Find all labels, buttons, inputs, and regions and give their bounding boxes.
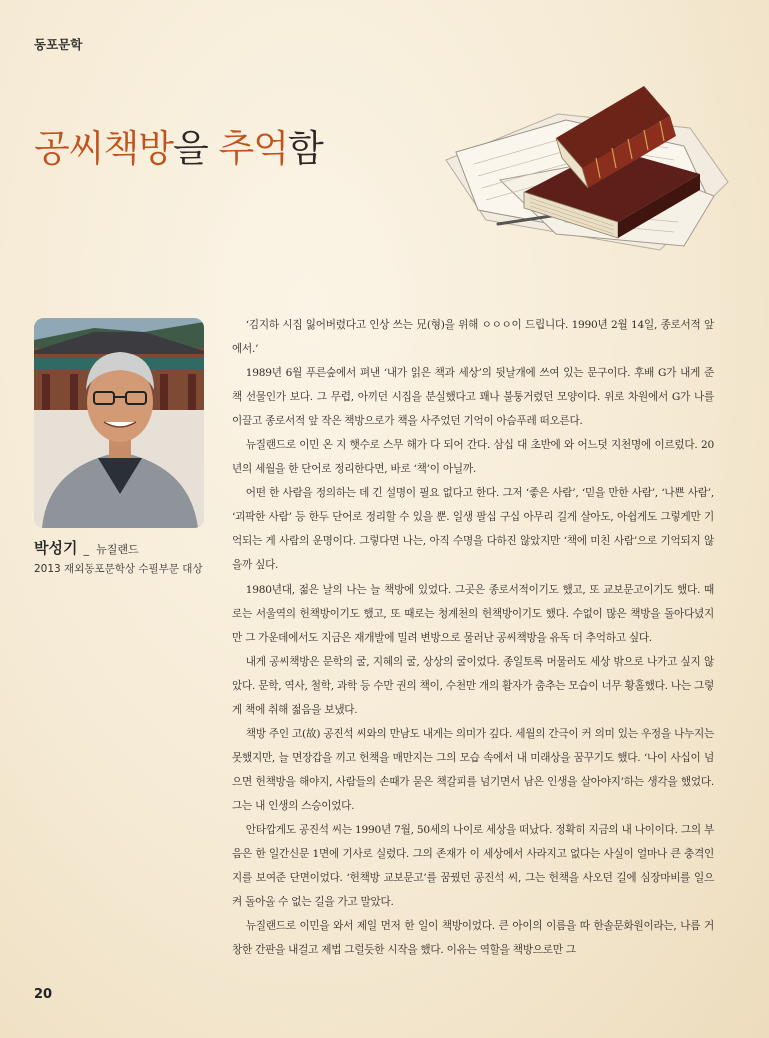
- paragraph: 책방 주인 고(故) 공진석 씨와의 만남도 내게는 의미가 깊다. 세월의 간극이 커 의미 있는 우정을 나누지는 못했지만, 늘 면장갑을 끼고 헌책을 매만지는 그의 모습 속에서 내 미래상을 꿈꾸기도 했다. ‘나이 사십이 넘으면 헌책방을 해야지, 사람들의 손때가 묻은 책갈피를 넘기면서 남은 인생을 살아야지’하는 생각을 했었다. 그는 내 인생의 스승이었다.: [232, 727, 714, 812]
- title-highlight: 추억: [218, 127, 288, 170]
- books-illustration: [438, 62, 738, 262]
- paragraph: 어떤 한 사람을 정의하는 데 긴 설명이 필요 없다고 한다. 그저 ‘좋은 사람’, ‘믿을 만한 사람’, ‘나쁜 사람’, ‘괴팍한 사람’ 등 한두 단어로 정리할 수 있을 뿐. 일생 팔십 구십 아무리 길게 살아도, 아쉽게도 그렇게만 기억되는 게 사람의 운명이다. 그렇다면 나는, 아직 수명을 다하진 않았지만 ‘책에 미친 사람’으로 기억되지 않을까 싶다.: [232, 487, 714, 572]
- paragraph: 뉴질랜드로 이민 온 지 햇수로 스무 해가 다 되어 간다. 삼십 대 초반에 와 어느덧 지천명에 이르렀다. 20년의 세월을 한 단어로 정리한다면, 바로 ‘책’이 아닐까.: [232, 439, 714, 476]
- title-highlight: 공씨책방: [34, 127, 173, 170]
- author-separator: _: [83, 543, 89, 556]
- paragraph: 내게 공씨책방은 문학의 굴, 지혜의 굴, 상상의 굴이었다. 종일토록 머물러도 세상 밖으로 나가고 싶지 않았다. 문학, 역사, 철학, 과학 등 수만 권의 책이, 수천만 개의 활자가 춤추는 모습이 너무 황홀했다. 나는 그렇게 책에 취해 젊음을 보냈다.: [232, 655, 714, 716]
- paragraph: 1980년대, 젊은 날의 나는 늘 책방에 있었다. 그곳은 종로서적이기도 했고, 또 교보문고이기도 했다. 때로는 서울역의 헌책방이기도 했고, 또 때로는 청계천의 헌책방이기도 했다. 수없이 많은 책방을 돌아다녔지만 그 가운데에서도 지금은 재개발에 밀려 변방으로 물러난 공씨책방을 유독 더 추억하고 싶다.: [232, 583, 714, 644]
- author-award: 2013 재외동포문학상 수필부문 대상: [34, 563, 203, 575]
- title-suffix: 함: [287, 127, 323, 170]
- author-photo: [34, 318, 204, 528]
- author-region: 뉴질랜드: [96, 543, 139, 556]
- page-title: [34, 118, 323, 172]
- page-number: 20: [34, 987, 53, 1002]
- paragraph: 안타깝게도 공진석 씨는 1990년 7월, 50세의 나이로 세상을 떠났다. 정확히 지금의 내 나이이다. 그의 부음은 한 일간신문 1면에 기사로 실렸다. 그의 존재가 이 세상에서 사라지고 없다는 사실이 얼마나 큰 충격인지를 보여준 단면이었다. ‘헌책방 교보문고’를 꿈꿨던 공진석 씨, 그는 헌책을 사오던 길에 심장마비를 일으켜 돌아올 수 없는 길을 가고 말았다.: [232, 823, 714, 909]
- paragraph: 뉴질랜드로 이민을 와서 제일 먼저 한 일이 책방이었다. 큰 아이의 이름을 따 한솔문화원이라는, 나름 거창한 간판을 내걸고 제법 그럴듯한 시작을 했다. 이유는 역할을 책방으로만 그: [232, 920, 714, 957]
- paragraph: 1989년 6월 푸른숲에서 펴낸 ‘내가 읽은 책과 세상’의 뒷날개에 쓰여 있는 문구이다. 후배 G가 내게 준 책 선물인가 보다. 그 무렵, 아끼던 시집을 분실했다고 꽤나 불퉁거렸던 모양이다. 위로 차원에서 G가 나를 이끌고 종로서적 앞 작은 책방으로가 책을 사주었던 기억이 아슴푸레 떠오른다.: [232, 367, 714, 428]
- author-byline: [34, 537, 139, 558]
- section-label: 동포문학: [34, 37, 83, 52]
- portrait-image: [34, 318, 204, 528]
- author-name: 박성기: [34, 539, 78, 557]
- paragraph: ‘김지하 시집 잃어버렸다고 인상 쓰는 兄(형)을 위해 ㅇㅇㅇ이 드립니다. 1990년 2월 14일, 종로서적 앞에서.’: [232, 319, 714, 356]
- title-particle: 을: [172, 127, 219, 170]
- essay-body: [232, 313, 714, 962]
